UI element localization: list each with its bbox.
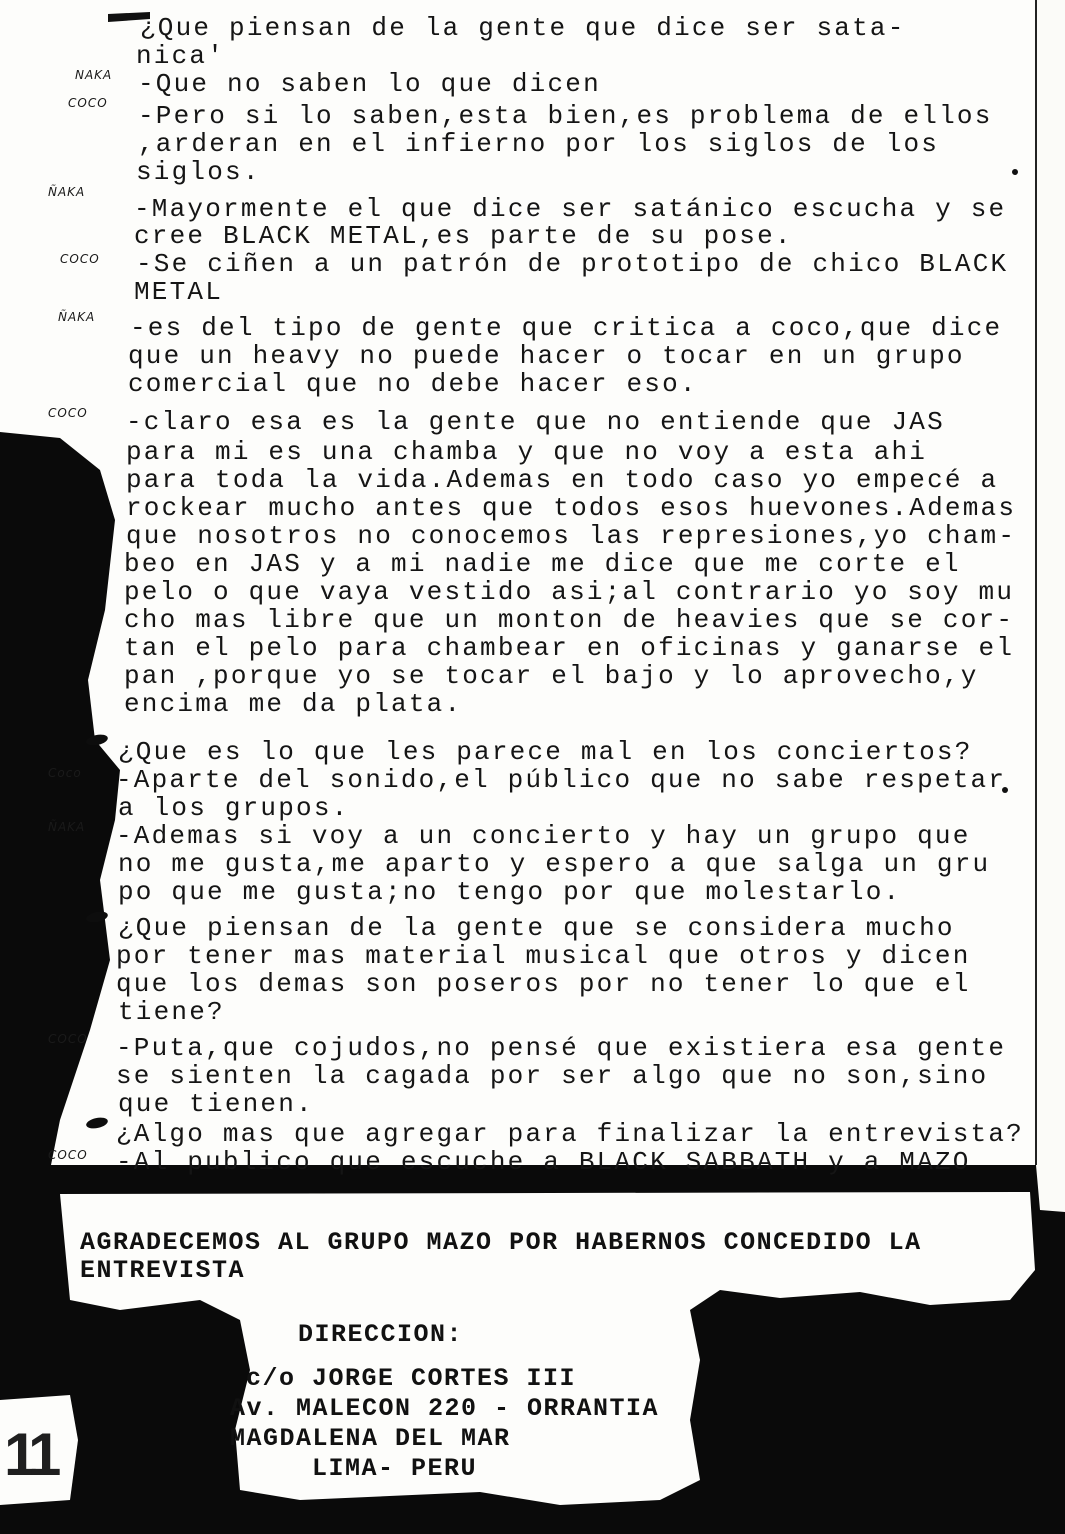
interview-line: que tienen.: [118, 1089, 314, 1119]
interview-line: ,arderan en el infierno por los siglos de los: [138, 129, 940, 159]
interview-line: pelo o que vaya vestido asi;al contrario yo soy mu: [124, 577, 1015, 607]
address-line: c/o JORGE CORTES III: [246, 1364, 577, 1393]
interview-line: para toda la vida.Ademas en todo caso yo empecé a: [126, 465, 999, 495]
interview-line: cree BLACK METAL,es parte de su pose.: [134, 221, 793, 251]
speaker-tag: ÑAKA: [58, 310, 96, 324]
interview-line: que los demas son poseros por no tener lo que el: [116, 969, 971, 999]
speaker-tag: COCO: [60, 252, 100, 266]
speaker-tag: COCO: [68, 96, 108, 110]
page-number: 11: [4, 1421, 56, 1488]
interview-line: -Pero si lo saben,esta bien,es problema de ellos: [138, 101, 993, 131]
address-heading: DIRECCION:: [298, 1320, 464, 1349]
interview-line: -es del tipo de gente que critica a coco,que dice: [130, 313, 1003, 343]
speaker-tag: ÑAKA: [48, 185, 86, 199]
interview-line: tan el pelo para chambear en oficinas y ganarse el: [124, 633, 1015, 663]
interview-line: para mi es una chamba y que no voy a esta ahi: [126, 437, 928, 467]
address-line: LIMA- PERU: [312, 1454, 478, 1483]
interview-line: por tener mas material musical que otros y dicen: [116, 941, 971, 971]
address-line: MAGDALENA DEL MAR: [230, 1424, 511, 1453]
interview-line: beo en JAS y a mi nadie me dice que me corte el: [124, 549, 961, 579]
interview-line: a los grupos.: [118, 793, 350, 823]
speaker-tag: COCO: [48, 1032, 88, 1046]
interview-line: cho mas libre que un monton de heavies que se cor-: [124, 605, 1015, 635]
interview-line: ¿Que es lo que les parece mal en los conciertos?: [118, 737, 973, 767]
interview-line: comercial que no debe hacer eso.: [128, 369, 698, 399]
speaker-tag: ÑAKA: [48, 820, 86, 834]
interview-line: rockear mucho antes que todos esos huevones.Ademas: [126, 493, 1017, 523]
interview-line: ¿Que piensan de la gente que se considera mucho: [118, 913, 955, 943]
interview-line: -Puta,que cojudos,no pensé que existiera esa gente: [116, 1033, 1007, 1063]
interview-line: METAL: [134, 277, 224, 307]
interview-line: pan ,porque yo se tocar el bajo y lo aprovecho,y: [124, 661, 979, 691]
address-line: Av. MALECON 220 - ORRANTIA: [230, 1394, 660, 1423]
interview-line: siglos.: [136, 157, 261, 187]
interview-line: ¿Que piensan de la gente que dice ser sata-: [140, 13, 906, 43]
thanks-line-1: AGRADECEMOS AL GRUPO MAZO POR HABERNOS CONCEDIDO LA: [80, 1228, 922, 1257]
interview-line: -claro esa es la gente que no entiende que JAS: [126, 407, 945, 437]
interview-line: -Mayormente el que dice ser satánico escucha y se: [134, 194, 1007, 224]
interview-line: -Al publico que escuche a BLACK SABBATH y a MAZO: [116, 1147, 971, 1177]
speaker-tag: NAKA: [75, 68, 113, 82]
interview-line: -Ademas si voy a un concierto y hay un grupo que: [116, 821, 971, 851]
interview-line: -Aparte del sonido,el público que no sabe respetar: [116, 765, 1007, 795]
interview-line: que nosotros no conocemos las represiones,yo cham-: [126, 521, 1017, 551]
interview-line: que un heavy no puede hacer o tocar en un grupo: [128, 341, 965, 371]
interview-line: nica': [136, 41, 226, 71]
interview-line: po que me gusta;no tengo por que molestarlo.: [118, 877, 902, 907]
interview-line: encima me da plata.: [124, 689, 463, 719]
interview-line: se sienten la cagada por ser algo que no son,sino: [116, 1061, 989, 1091]
speaker-tag: COCO: [48, 406, 88, 420]
speaker-tag: COCO: [48, 1148, 88, 1162]
interview-line: ¿Algo mas que agregar para finalizar la entrevista?: [116, 1119, 1024, 1149]
interview-line: -Que no saben lo que dicen: [138, 69, 601, 99]
thanks-line-2: ENTREVISTA: [80, 1256, 246, 1285]
interview-line: no me gusta,me aparto y espero a que salga un gru: [118, 849, 991, 879]
interview-line: -Se ciñen a un patrón de prototipo de chico BLACK: [136, 249, 1009, 279]
speaker-tag: Coco: [48, 766, 82, 780]
interview-line: tiene?: [118, 997, 225, 1027]
